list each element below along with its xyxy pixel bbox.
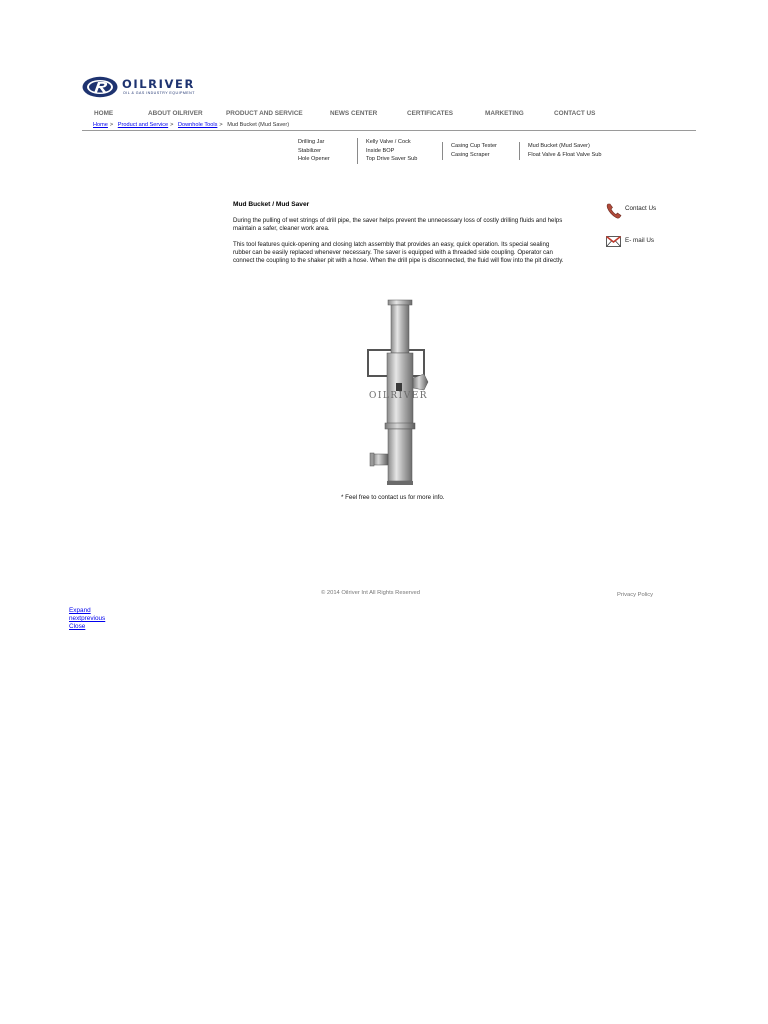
nav-certificates[interactable]: CERTIFICATES (407, 110, 454, 117)
submenu-item-drilling-jar[interactable]: Drilling Jar (298, 139, 325, 145)
previous-link[interactable]: previous (81, 615, 106, 622)
page-title: Mud Bucket / Mud Saver (233, 201, 310, 208)
email-us-link[interactable] (606, 235, 686, 251)
contact-note: * Feel free to contact us for more info. (341, 494, 445, 501)
lightbox-controls (69, 607, 105, 631)
submenu-divider (519, 142, 520, 160)
privacy-policy-link[interactable]: Privacy Policy (617, 592, 654, 598)
phone-icon (606, 202, 622, 220)
contact-us-link[interactable] (606, 202, 686, 218)
breadcrumb-separator: > (170, 122, 174, 128)
main-nav (82, 110, 696, 120)
breadcrumb (93, 121, 289, 129)
nav-contact-us[interactable]: CONTACT US (554, 110, 596, 117)
site-logo[interactable] (82, 76, 206, 98)
submenu-item-kelly-valve[interactable]: Kelly Valve / Cock (366, 139, 411, 145)
breadcrumb-current: Mud Bucket (Mud Saver) (227, 122, 290, 128)
logo-tagline: OIL & GAS INDUSTRY EQUIPMENT (123, 91, 195, 95)
nav-news-center[interactable]: NEWS CENTER (330, 110, 378, 117)
breadcrumb-product-link[interactable]: Product and Service (117, 122, 169, 128)
nav-divider (82, 130, 696, 131)
nav-home[interactable]: HOME (94, 110, 114, 117)
submenu-column-3 (451, 142, 497, 159)
breadcrumb-home-link[interactable]: Home (93, 122, 108, 128)
nav-about[interactable]: ABOUT OILRIVER (148, 110, 203, 117)
breadcrumb-separator: > (109, 122, 114, 128)
submenu-divider (442, 142, 443, 160)
logo-wordmark: OILRIVER (122, 77, 195, 91)
mail-icon (606, 236, 621, 247)
nav-marketing[interactable]: MARKETING (485, 110, 524, 117)
submenu-item-casing-cup-tester[interactable]: Casing Cup Tester (451, 143, 497, 149)
submenu-item-inside-bop[interactable]: Inside BOP (366, 147, 395, 154)
nav-product-and-service[interactable]: PRODUCT AND SERVICE (226, 110, 303, 117)
close-link[interactable]: Close (69, 623, 86, 630)
submenu-column-2 (366, 138, 417, 164)
copyright: © 2014 Oilriver Int All Rights Reserved (321, 590, 420, 596)
image-watermark: OILRIVER (369, 391, 429, 401)
submenu-divider (357, 138, 358, 164)
submenu-item-hole-opener[interactable]: Hole Opener (298, 156, 330, 162)
description-paragraph: This tool features quick-opening and closing latch assembly that provides an easy, quick operation. Its special sealing rubber can be easily replaced whenever necessary. The saver is equipped with a threaded side coupling. Operator can connect the coupling to the shaker pit with a hose. When the drill pipe is disconnected, the fluid will flow into the pit directly. (233, 241, 564, 264)
logo-emblem-icon (82, 76, 120, 98)
submenu-column-4 (528, 142, 601, 159)
contact-us-label: Contact Us (625, 205, 657, 212)
expand-link[interactable]: Expand (69, 607, 91, 614)
submenu-item-mud-bucket[interactable]: Mud Bucket (Mud Saver) (528, 143, 590, 149)
breadcrumb-separator: > (219, 122, 223, 128)
submenu-item-casing-scraper[interactable]: Casing Scraper (451, 151, 490, 158)
submenu-item-top-drive-saver-sub[interactable]: Top Drive Saver Sub (366, 156, 418, 162)
email-us-label: E- mail Us (625, 237, 655, 244)
description-paragraph: During the pulling of wet strings of drill pipe, the saver helps prevent the unnecessary loss of costly drilling fluids and helps maintain a safer, cleaner work area. (233, 217, 563, 232)
submenu-column-1 (298, 138, 330, 164)
breadcrumb-category-link[interactable]: Downhole Tools (177, 122, 218, 128)
submenu-item-float-valve[interactable]: Float Valve & Float Valve Sub (528, 151, 602, 158)
next-link[interactable]: next (69, 615, 82, 622)
submenu-item-stabilizer[interactable]: Stabilizer (298, 147, 322, 154)
